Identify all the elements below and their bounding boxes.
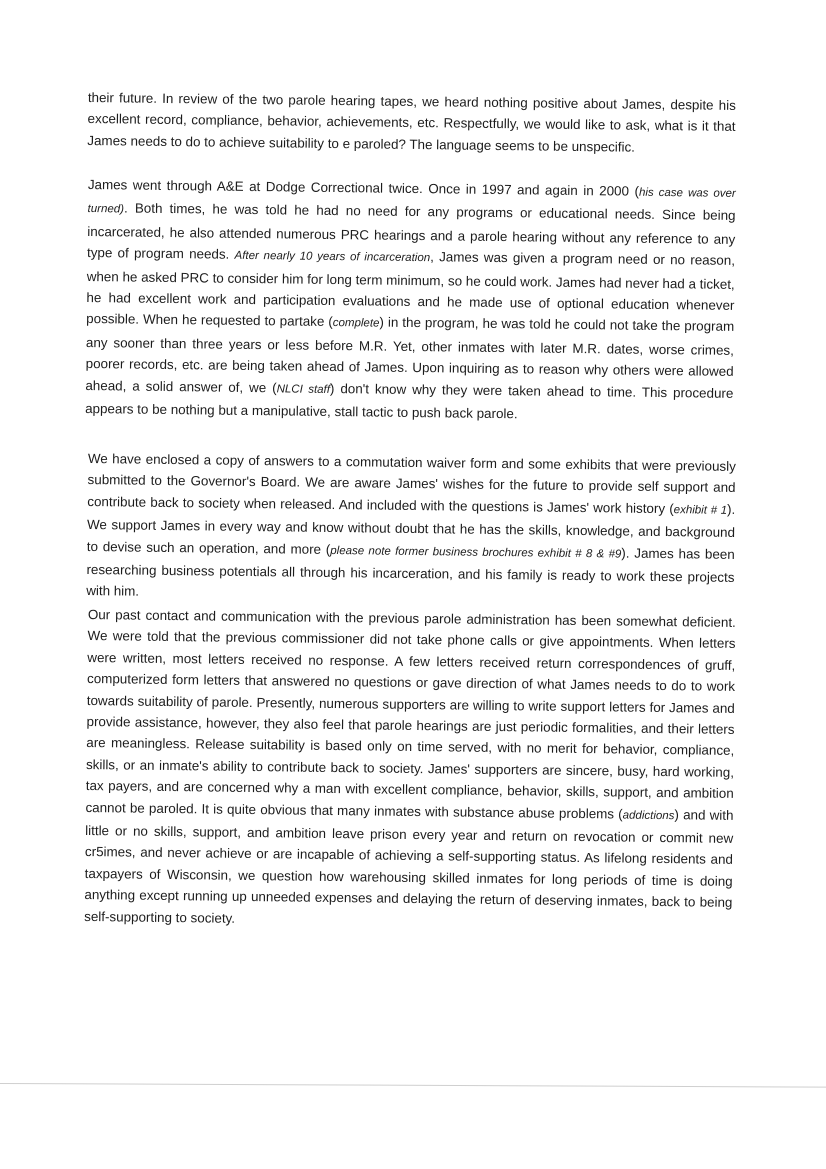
paragraph-text: their future. In review of the two parole hearing tapes, we heard nothing positive about James, despite his excellent record, compliance, behavior, achievements, etc. Respectfully, we would like to ask, what is it that James needs to do to achieve suitability to e paroled? The language seems to be unspecific. <box>87 89 736 155</box>
paragraph-parole-administration <box>84 604 736 935</box>
italic-note: complete <box>332 317 380 331</box>
paragraph-text: We have enclosed a copy of answers to a commutation waiver form and some exhibits that were previously submitted to the Governor's Board. We are aware James' wishes for the future to provide self support and contribute back to society when released. And included with the questions is James' work history ( <box>87 450 736 516</box>
paragraph-dodge-correctional <box>85 174 736 427</box>
scan-edge-line <box>0 1083 826 1088</box>
paragraph-text: ) don't know why they were taken ahead to time. This procedure appears to be nothing but a manipulative, stall tactic to push back parole. <box>85 380 734 422</box>
italic-note: NLCI staff <box>276 382 331 396</box>
italic-note: please note former business brochures exhibit # 8 & #9 <box>330 544 622 561</box>
paragraph-text: , James was given a program need or no reason, when he asked PRC to consider him for long term minimum, so he could work. James had never had a ticket, he had excellent work and participation evaluations and he made use of optional education whenever possible. When he requested to partake ( <box>86 249 736 330</box>
paragraph-text: James went through A&E at Dodge Correctional twice. Once in 1997 and again in 2000 ( <box>87 176 640 199</box>
paragraph-text: . Both times, he was told he had no need for any programs or educational needs. Since being incarcerated, he also attended numerous PRC hearings and a parole hearing without any reference to any type of program needs. <box>86 200 736 263</box>
paragraph-text: ). We support James in every way and know without doubt that he has the skills, knowledge, and background to devise such an operation, and more ( <box>86 501 736 557</box>
paragraph-parole-hearing-review <box>87 87 736 159</box>
paragraph-text: ) in the program, he was told he could not take the program any sooner than three years or less before M.R. Yet, other inmates with later M.R. dates, worse crimes, poorer records, etc. are being taken ahead of James. Upon inquiring as to reason why others were allowed ahead, a solid answer of, we ( <box>85 315 735 395</box>
paragraph-text: Our past contact and communication with the previous parole administration has been somewhat deficient. We were told that the previous commissioner did not take phone calls or give appointments. When letters were written, most letters received no response. A few letters received return correspondences of gruff, computerized form letters that answered no questions or gave direction of what James needs to do to work towards suitability of parole. Presently, numerous supporters are willing to write support letters for James and provide assistance, however, they also feel that parole hearings are just periodic formalities, and their letters are meaningless. Release suitability is based only on time served, with no merit for behavior, compliance, skills, or an inmate's ability to contribute back to society. James' supporters are sincere, busy, hard working, tax payers, and are concerned why a man with excellent compliance, behavior, skills, support, and ambition cannot be paroled. It is quite obvious that many inmates with substance abuse problems ( <box>85 606 736 822</box>
italic-note: addictions <box>622 809 675 822</box>
italic-note: his case was over turned) <box>87 186 736 216</box>
italic-note: After nearly 10 years of incarceration <box>234 250 431 265</box>
paragraph-enclosed-exhibits <box>86 448 736 610</box>
italic-note: exhibit # 1 <box>673 503 728 517</box>
paragraph-text: ) and with little or no skills, support, and ambition leave prison every year and return on revocation or commit new cr5imes, and never achieve or are incapable of achieving a self-supporting status. As lifelong residents and taxpayers of Wisconsin, we question how warehousing skilled inmates for long periods of time is doing anything except running up unneeded expenses and delaying the return of deserving inmates, back to being self-supporting to society. <box>84 806 734 926</box>
paragraph-text: ). James has been researching business potentials all through his incarceration, and his family is ready to work these projects with him. <box>86 545 735 600</box>
